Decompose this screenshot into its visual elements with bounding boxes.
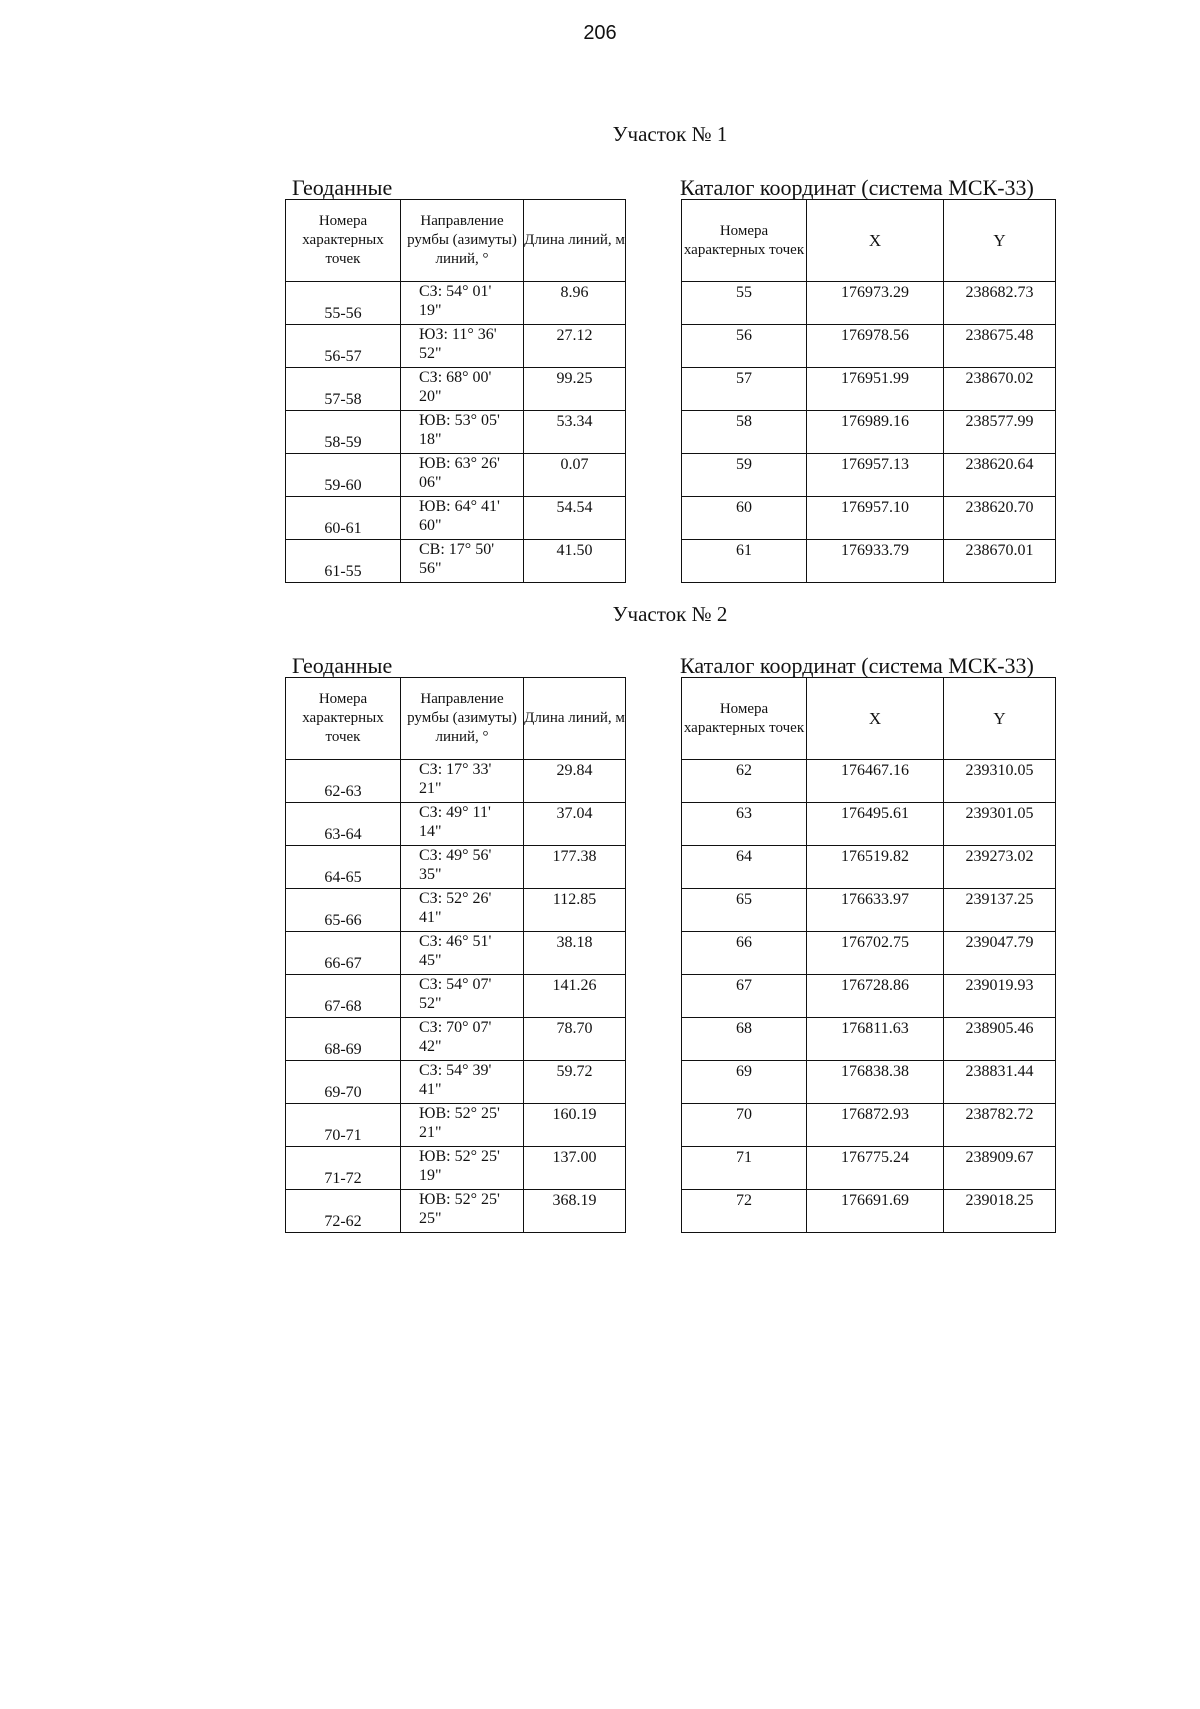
length-cell: 41.50 — [524, 540, 626, 583]
point-cell: 62 — [682, 760, 807, 803]
segment-cell: 70-71 — [286, 1104, 401, 1147]
catalog-row — [682, 282, 1056, 325]
segment-cell: 59-60 — [286, 454, 401, 497]
segment-cell: 66-67 — [286, 932, 401, 975]
catalog-row — [682, 975, 1056, 1018]
segment-cell: 60-61 — [286, 497, 401, 540]
x-coordinate-cell: 176957.13 — [807, 454, 944, 497]
point-cell: 57 — [682, 368, 807, 411]
header-bearing: Направление румбы (азимуты) линий, ° — [401, 678, 524, 760]
point-cell: 56 — [682, 325, 807, 368]
header-points: Номера характерных точек — [682, 200, 807, 282]
y-coordinate-cell: 239137.25 — [944, 889, 1056, 932]
y-coordinate-cell: 238675.48 — [944, 325, 1056, 368]
point-cell: 72 — [682, 1190, 807, 1233]
y-coordinate-cell: 238620.70 — [944, 497, 1056, 540]
geodata-table-2 — [285, 677, 626, 1233]
point-cell: 59 — [682, 454, 807, 497]
catalog-row — [682, 1190, 1056, 1233]
bearing-cell: ЮВ: 63° 26' 06" — [401, 454, 524, 497]
bearing-cell: СЗ: 49° 56' 35" — [401, 846, 524, 889]
x-coordinate-cell: 176811.63 — [807, 1018, 944, 1061]
y-coordinate-cell: 238670.02 — [944, 368, 1056, 411]
y-coordinate-cell: 238905.46 — [944, 1018, 1056, 1061]
y-coordinate-cell: 239310.05 — [944, 760, 1056, 803]
catalog-row — [682, 889, 1056, 932]
bearing-cell: СЗ: 54° 39' 41" — [401, 1061, 524, 1104]
catalog-row — [682, 540, 1056, 583]
geodata-row — [286, 1061, 626, 1104]
bearing-cell: СЗ: 49° 11' 14" — [401, 803, 524, 846]
segment-cell: 61-55 — [286, 540, 401, 583]
segment-cell: 57-58 — [286, 368, 401, 411]
geodata-caption-1: Геоданные — [292, 175, 393, 200]
geodata-row — [286, 803, 626, 846]
bearing-cell: СЗ: 54° 07' 52" — [401, 975, 524, 1018]
geodata-row — [286, 1104, 626, 1147]
point-cell: 58 — [682, 411, 807, 454]
geodata-row — [286, 1018, 626, 1061]
y-coordinate-cell: 238909.67 — [944, 1147, 1056, 1190]
segment-cell: 67-68 — [286, 975, 401, 1018]
bearing-cell: СЗ: 17° 33' 21" — [401, 760, 524, 803]
x-coordinate-cell: 176989.16 — [807, 411, 944, 454]
point-cell: 68 — [682, 1018, 807, 1061]
segment-cell: 56-57 — [286, 325, 401, 368]
length-cell: 160.19 — [524, 1104, 626, 1147]
geodata-table-1 — [285, 199, 626, 583]
x-coordinate-cell: 176691.69 — [807, 1190, 944, 1233]
point-cell: 60 — [682, 497, 807, 540]
point-cell: 55 — [682, 282, 807, 325]
y-coordinate-cell: 239301.05 — [944, 803, 1056, 846]
bearing-cell: СЗ: 70° 07' 42" — [401, 1018, 524, 1061]
y-coordinate-cell: 238831.44 — [944, 1061, 1056, 1104]
length-cell: 54.54 — [524, 497, 626, 540]
header-length: Длина линий, м — [524, 678, 626, 760]
y-coordinate-cell: 239018.25 — [944, 1190, 1056, 1233]
segment-cell: 63-64 — [286, 803, 401, 846]
point-cell: 65 — [682, 889, 807, 932]
y-coordinate-cell: 239273.02 — [944, 846, 1056, 889]
length-cell: 99.25 — [524, 368, 626, 411]
header-length: Длина линий, м — [524, 200, 626, 282]
segment-cell: 55-56 — [286, 282, 401, 325]
x-coordinate-cell: 176838.38 — [807, 1061, 944, 1104]
header-points: Номера характерных точек — [286, 678, 401, 760]
page-number: 206 — [583, 22, 617, 44]
length-cell: 59.72 — [524, 1061, 626, 1104]
x-coordinate-cell: 176957.10 — [807, 497, 944, 540]
header-points: Номера характерных точек — [682, 678, 807, 760]
catalog-row — [682, 1018, 1056, 1061]
bearing-cell: ЮВ: 52° 25' 19" — [401, 1147, 524, 1190]
length-cell: 38.18 — [524, 932, 626, 975]
segment-cell: 72-62 — [286, 1190, 401, 1233]
bearing-cell: СЗ: 54° 01' 19" — [401, 282, 524, 325]
x-coordinate-cell: 176978.56 — [807, 325, 944, 368]
length-cell: 29.84 — [524, 760, 626, 803]
geodata-row — [286, 325, 626, 368]
point-cell: 67 — [682, 975, 807, 1018]
bearing-cell: ЮВ: 53° 05' 18" — [401, 411, 524, 454]
geodata-row — [286, 932, 626, 975]
y-coordinate-cell: 239047.79 — [944, 932, 1056, 975]
header-points: Номера характерных точек — [286, 200, 401, 282]
length-cell: 137.00 — [524, 1147, 626, 1190]
x-coordinate-cell: 176933.79 — [807, 540, 944, 583]
x-coordinate-cell: 176775.24 — [807, 1147, 944, 1190]
geodata-row — [286, 540, 626, 583]
header-y: Y — [944, 678, 1056, 760]
catalog-row — [682, 368, 1056, 411]
point-cell: 71 — [682, 1147, 807, 1190]
header-x: X — [807, 678, 944, 760]
catalog-table-1 — [681, 199, 1056, 583]
catalog-header-row — [682, 200, 1056, 282]
catalog-row — [682, 1104, 1056, 1147]
segment-cell: 65-66 — [286, 889, 401, 932]
geodata-header-row — [286, 678, 626, 760]
catalog-row — [682, 1147, 1056, 1190]
segment-cell: 68-69 — [286, 1018, 401, 1061]
segment-cell: 69-70 — [286, 1061, 401, 1104]
geodata-row — [286, 1190, 626, 1233]
catalog-table-2 — [681, 677, 1056, 1233]
x-coordinate-cell: 176633.97 — [807, 889, 944, 932]
point-cell: 69 — [682, 1061, 807, 1104]
geodata-row — [286, 846, 626, 889]
header-x: X — [807, 200, 944, 282]
x-coordinate-cell: 176728.86 — [807, 975, 944, 1018]
bearing-cell: СЗ: 46° 51' 45" — [401, 932, 524, 975]
y-coordinate-cell: 239019.93 — [944, 975, 1056, 1018]
bearing-cell: ЮЗ: 11° 36' 52" — [401, 325, 524, 368]
length-cell: 368.19 — [524, 1190, 626, 1233]
length-cell: 112.85 — [524, 889, 626, 932]
point-cell: 63 — [682, 803, 807, 846]
length-cell: 53.34 — [524, 411, 626, 454]
x-coordinate-cell: 176951.99 — [807, 368, 944, 411]
length-cell: 27.12 — [524, 325, 626, 368]
geodata-row — [286, 1147, 626, 1190]
catalog-row — [682, 454, 1056, 497]
section-title-2: Участок № 2 — [612, 602, 728, 626]
x-coordinate-cell: 176973.29 — [807, 282, 944, 325]
segment-cell: 64-65 — [286, 846, 401, 889]
segment-cell: 58-59 — [286, 411, 401, 454]
length-cell: 0.07 — [524, 454, 626, 497]
bearing-cell: ЮВ: 64° 41' 60" — [401, 497, 524, 540]
bearing-cell: ЮВ: 52° 25' 25" — [401, 1190, 524, 1233]
length-cell: 8.96 — [524, 282, 626, 325]
x-coordinate-cell: 176519.82 — [807, 846, 944, 889]
geodata-row — [286, 760, 626, 803]
catalog-caption-2: Каталог координат (система МСК-33) — [680, 653, 1034, 678]
geodata-row — [286, 368, 626, 411]
catalog-row — [682, 325, 1056, 368]
y-coordinate-cell: 238682.73 — [944, 282, 1056, 325]
x-coordinate-cell: 176467.16 — [807, 760, 944, 803]
point-cell: 64 — [682, 846, 807, 889]
geodata-row — [286, 282, 626, 325]
geodata-row — [286, 497, 626, 540]
point-cell: 70 — [682, 1104, 807, 1147]
length-cell: 37.04 — [524, 803, 626, 846]
geodata-row — [286, 454, 626, 497]
bearing-cell: СВ: 17° 50' 56" — [401, 540, 524, 583]
geodata-caption-2: Геоданные — [292, 653, 393, 678]
x-coordinate-cell: 176702.75 — [807, 932, 944, 975]
catalog-row — [682, 497, 1056, 540]
segment-cell: 62-63 — [286, 760, 401, 803]
catalog-row — [682, 760, 1056, 803]
segment-cell: 71-72 — [286, 1147, 401, 1190]
bearing-cell: ЮВ: 52° 25' 21" — [401, 1104, 524, 1147]
catalog-caption-1: Каталог координат (система МСК-33) — [680, 175, 1034, 200]
header-y: Y — [944, 200, 1056, 282]
geodata-row — [286, 411, 626, 454]
geodata-row — [286, 975, 626, 1018]
length-cell: 141.26 — [524, 975, 626, 1018]
x-coordinate-cell: 176495.61 — [807, 803, 944, 846]
header-bearing: Направление румбы (азимуты) линий, ° — [401, 200, 524, 282]
catalog-row — [682, 1061, 1056, 1104]
catalog-row — [682, 846, 1056, 889]
geodata-row — [286, 889, 626, 932]
length-cell: 78.70 — [524, 1018, 626, 1061]
catalog-row — [682, 411, 1056, 454]
y-coordinate-cell: 238782.72 — [944, 1104, 1056, 1147]
length-cell: 177.38 — [524, 846, 626, 889]
catalog-row — [682, 803, 1056, 846]
point-cell: 61 — [682, 540, 807, 583]
point-cell: 66 — [682, 932, 807, 975]
catalog-header-row — [682, 678, 1056, 760]
y-coordinate-cell: 238577.99 — [944, 411, 1056, 454]
bearing-cell: СЗ: 52° 26' 41" — [401, 889, 524, 932]
bearing-cell: СЗ: 68° 00' 20" — [401, 368, 524, 411]
geodata-header-row — [286, 200, 626, 282]
section-title-1: Участок № 1 — [612, 122, 728, 146]
y-coordinate-cell: 238670.01 — [944, 540, 1056, 583]
x-coordinate-cell: 176872.93 — [807, 1104, 944, 1147]
catalog-row — [682, 932, 1056, 975]
y-coordinate-cell: 238620.64 — [944, 454, 1056, 497]
